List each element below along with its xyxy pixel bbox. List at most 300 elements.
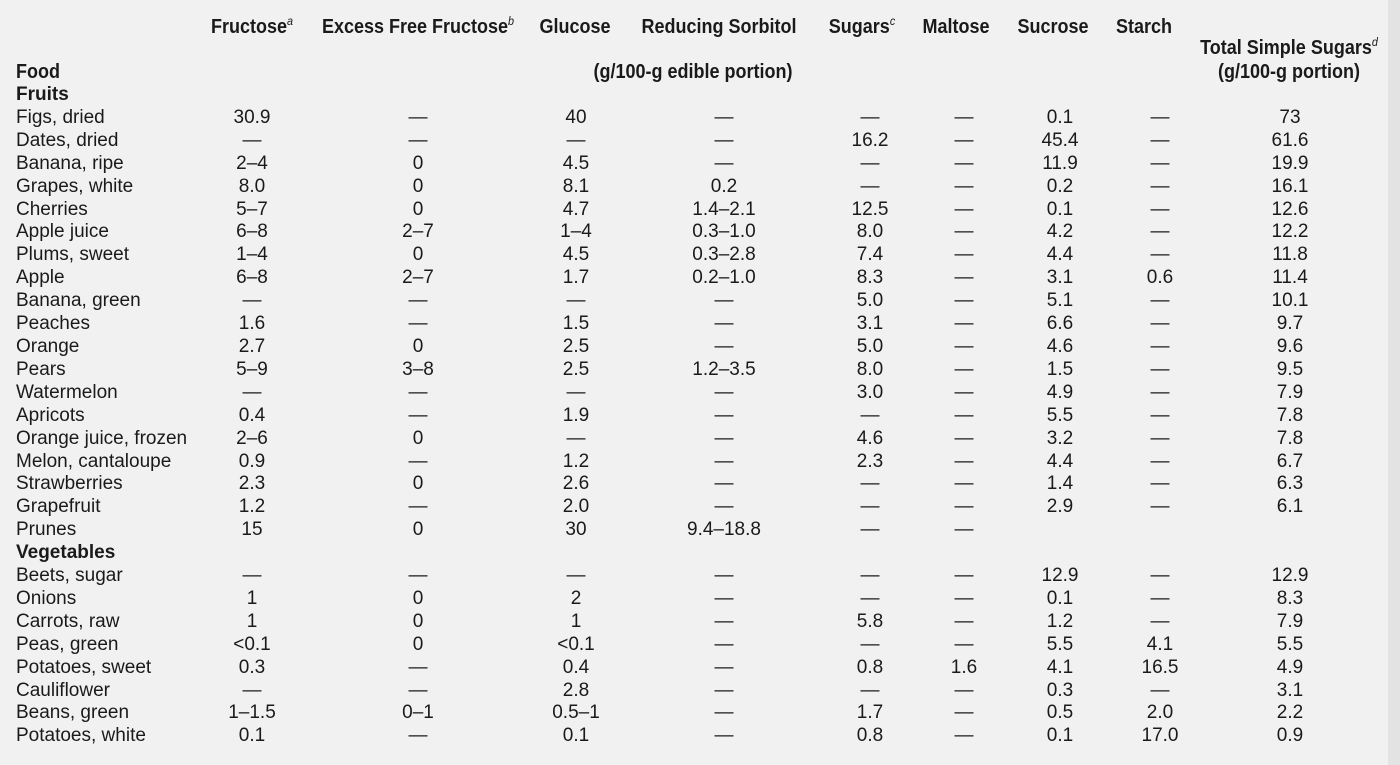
value-cell: 5.8 <box>856 610 884 632</box>
value-cell: 0.4 <box>562 656 590 678</box>
value-cell: 30 <box>565 519 587 541</box>
value-cell: — <box>954 633 974 655</box>
header-sugars: Sugars$^c$ <box>828 14 896 38</box>
value-cell: 0.2 <box>710 175 738 197</box>
value-cell: — <box>408 725 428 747</box>
value-cell: 7.9 <box>1276 381 1304 403</box>
value-cell: — <box>714 129 734 151</box>
value-cell: 2.8 <box>562 679 590 701</box>
value-cell: 0.2 <box>1046 175 1074 197</box>
value-cell: — <box>1150 152 1170 174</box>
value-cell: 0.1 <box>1046 587 1074 609</box>
food-name-cell: Carrots, raw <box>16 610 120 632</box>
value-cell: 1.4–2.1 <box>692 198 756 220</box>
empty-cell <box>832 542 908 565</box>
value-cell: 4.1 <box>1046 656 1074 678</box>
food-name-cell: Apple juice <box>16 221 109 243</box>
table-row <box>0 359 1360 382</box>
food-name-cell: Beans, green <box>16 702 130 724</box>
table-row <box>0 313 1360 336</box>
food-name-cell: Cauliflower <box>16 679 110 701</box>
food-name-cell: Peaches <box>16 313 90 335</box>
value-cell: — <box>408 679 428 701</box>
value-cell: 0.2–1.0 <box>692 267 756 289</box>
value-cell: 0 <box>412 587 424 609</box>
value-cell: 7.8 <box>1276 427 1304 449</box>
value-cell: 8.3 <box>856 267 884 289</box>
value-cell: 0.1 <box>238 725 266 747</box>
value-cell: — <box>242 129 262 151</box>
value-cell: 1 <box>570 610 582 632</box>
value-cell: 2.3 <box>238 473 266 495</box>
value-cell: 5.5 <box>1276 633 1304 655</box>
value-cell: 1.4 <box>1046 473 1074 495</box>
header-excess-free-fructose: Excess Free Fructose$^b$ <box>321 14 515 38</box>
value-cell: 0 <box>412 633 424 655</box>
value-cell: 0 <box>412 473 424 495</box>
food-name-cell: Melon, cantaloupe <box>16 450 172 472</box>
value-cell: — <box>1150 198 1170 220</box>
food-name-cell: Apple <box>16 267 65 289</box>
value-cell: — <box>1150 610 1170 632</box>
value-cell: 2–6 <box>236 427 268 449</box>
value-cell: — <box>954 221 974 243</box>
value-cell: — <box>714 404 734 426</box>
value-cell: — <box>954 519 974 541</box>
section-label: Vegetables <box>16 542 116 564</box>
empty-cell <box>204 84 300 107</box>
value-cell: 0 <box>412 519 424 541</box>
value-cell: 6–8 <box>236 221 268 243</box>
value-cell: 0.4 <box>238 404 266 426</box>
page-edge <box>1388 0 1400 765</box>
value-cell: 5.5 <box>1046 404 1074 426</box>
value-cell: 12.9 <box>1271 565 1309 587</box>
value-cell: 4.5 <box>562 244 590 266</box>
table-row <box>0 680 1360 703</box>
food-name-cell: Onions <box>16 587 77 609</box>
food-name-cell: Grapefruit <box>16 496 101 518</box>
value-cell: 0.1 <box>1046 106 1074 128</box>
value-cell: — <box>566 129 586 151</box>
value-cell: — <box>1150 427 1170 449</box>
section-row <box>0 84 1360 107</box>
value-cell: 3–8 <box>402 358 434 380</box>
table-row <box>0 473 1360 496</box>
footnote-marker-d: d <box>1371 35 1378 49</box>
table-body <box>0 84 1360 748</box>
value-cell: — <box>954 587 974 609</box>
value-cell: 6.6 <box>1046 313 1074 335</box>
value-cell: — <box>408 313 428 335</box>
value-cell: — <box>566 290 586 312</box>
value-cell: 0 <box>412 244 424 266</box>
value-cell: 4.1 <box>1146 633 1174 655</box>
value-cell: 1–4 <box>560 221 592 243</box>
empty-cell <box>300 84 536 107</box>
value-cell: 2.7 <box>238 335 266 357</box>
value-cell: — <box>860 587 880 609</box>
value-cell: 5–7 <box>236 198 268 220</box>
value-cell: 5–9 <box>236 358 268 380</box>
food-name-cell: Banana, ripe <box>16 152 124 174</box>
value-cell: — <box>408 450 428 472</box>
value-cell: 9.4–18.8 <box>687 519 761 541</box>
value-cell: — <box>860 106 880 128</box>
value-cell: 30.9 <box>233 106 271 128</box>
value-cell: 0.5 <box>1046 702 1074 724</box>
value-cell: — <box>714 587 734 609</box>
value-cell: — <box>954 335 974 357</box>
value-cell: 1.7 <box>856 702 884 724</box>
value-cell: 1–4 <box>236 244 268 266</box>
value-cell: — <box>566 565 586 587</box>
value-cell: 7.4 <box>856 244 884 266</box>
food-name-cell: Watermelon <box>16 381 118 403</box>
value-cell: 0 <box>412 198 424 220</box>
header-sucrose: Sucrose <box>1017 16 1089 38</box>
value-cell: 0.3 <box>238 656 266 678</box>
value-cell: 61.6 <box>1271 129 1309 151</box>
value-cell: — <box>408 106 428 128</box>
value-cell: — <box>714 313 734 335</box>
value-cell: — <box>408 496 428 518</box>
value-cell: 0 <box>412 152 424 174</box>
value-cell: — <box>954 496 974 518</box>
table-row <box>0 267 1360 290</box>
value-cell: 6–8 <box>236 267 268 289</box>
value-cell: — <box>860 496 880 518</box>
section-row <box>0 542 1360 565</box>
value-cell: 17.0 <box>1141 725 1179 747</box>
value-cell: 1.6 <box>950 656 978 678</box>
value-cell: 73 <box>1279 106 1301 128</box>
table-row <box>0 565 1360 588</box>
table-row <box>0 290 1360 313</box>
value-cell: — <box>714 427 734 449</box>
value-cell: — <box>954 267 974 289</box>
value-cell: 2.5 <box>562 335 590 357</box>
value-cell: — <box>1150 221 1170 243</box>
empty-cell <box>616 84 832 107</box>
value-cell: — <box>1150 335 1170 357</box>
value-cell: — <box>714 702 734 724</box>
value-cell: 1 <box>246 587 258 609</box>
value-cell: — <box>954 450 974 472</box>
value-cell: 0 <box>412 610 424 632</box>
value-cell: — <box>954 129 974 151</box>
table-row <box>0 451 1360 474</box>
value-cell: — <box>1150 404 1170 426</box>
value-cell: 12.9 <box>1041 565 1079 587</box>
value-cell: — <box>714 610 734 632</box>
food-name-cell: Grapes, white <box>16 175 134 197</box>
table-row <box>0 382 1360 405</box>
value-cell: — <box>954 381 974 403</box>
value-cell: 1.9 <box>562 404 590 426</box>
value-cell: 19.9 <box>1271 152 1309 174</box>
value-cell: — <box>714 656 734 678</box>
value-cell: 0.1 <box>562 725 590 747</box>
value-cell: — <box>714 290 734 312</box>
value-cell: 1.5 <box>1046 358 1074 380</box>
value-cell: 6.3 <box>1276 473 1304 495</box>
value-cell: — <box>714 335 734 357</box>
table-row <box>0 611 1360 634</box>
value-cell: — <box>860 679 880 701</box>
value-cell: 3.0 <box>856 381 884 403</box>
value-cell: 5.5 <box>1046 633 1074 655</box>
value-cell: 2.0 <box>1146 702 1174 724</box>
value-cell: 6.7 <box>1276 450 1304 472</box>
table-row <box>0 634 1360 657</box>
food-name-cell: Orange juice, frozen <box>16 427 188 449</box>
value-cell: 4.9 <box>1276 656 1304 678</box>
value-cell: 2.5 <box>562 358 590 380</box>
table-row <box>0 244 1360 267</box>
value-cell: 9.6 <box>1276 335 1304 357</box>
value-cell: 8.1 <box>562 175 590 197</box>
value-cell: — <box>954 198 974 220</box>
value-cell: 1.2 <box>562 450 590 472</box>
value-cell: — <box>1150 473 1170 495</box>
value-cell: — <box>1150 381 1170 403</box>
food-name-cell: Strawberries <box>16 473 123 495</box>
value-cell: 5.0 <box>856 335 884 357</box>
value-cell: — <box>860 175 880 197</box>
empty-cell <box>616 542 832 565</box>
value-cell: 16.2 <box>851 129 889 151</box>
value-cell: — <box>1150 450 1170 472</box>
food-name-cell: Orange <box>16 335 80 357</box>
value-cell: 9.7 <box>1276 313 1304 335</box>
value-cell: — <box>714 152 734 174</box>
value-cell: — <box>714 473 734 495</box>
value-cell: 2 <box>570 587 582 609</box>
value-cell: 0.8 <box>856 725 884 747</box>
value-cell: 1.2 <box>1046 610 1074 632</box>
value-cell: — <box>954 244 974 266</box>
value-cell: 45.4 <box>1041 129 1079 151</box>
value-cell: — <box>1150 679 1170 701</box>
table-row <box>0 221 1360 244</box>
table-row <box>0 702 1360 725</box>
value-cell: — <box>954 358 974 380</box>
table-row <box>0 428 1360 451</box>
value-cell: — <box>242 565 262 587</box>
table-row <box>0 107 1360 130</box>
empty-cell <box>204 542 300 565</box>
value-cell: 0.8 <box>856 656 884 678</box>
value-cell: 1.6 <box>238 313 266 335</box>
empty-cell <box>1220 84 1360 107</box>
header-glucose: Glucose <box>539 16 611 38</box>
value-cell: 12.2 <box>1271 221 1309 243</box>
food-name-cell: Prunes <box>16 519 77 541</box>
value-cell: 0.1 <box>1046 198 1074 220</box>
value-cell: 5.1 <box>1046 290 1074 312</box>
table-row <box>0 588 1360 611</box>
value-cell: 10.1 <box>1271 290 1309 312</box>
value-cell: 0–1 <box>402 702 434 724</box>
value-cell: 3.1 <box>1046 267 1074 289</box>
value-cell: — <box>566 427 586 449</box>
food-name-cell: Potatoes, sweet <box>16 656 152 678</box>
value-cell: 15 <box>241 519 263 541</box>
value-cell: 4.6 <box>1046 335 1074 357</box>
value-cell: — <box>954 290 974 312</box>
header-reducing-sorbitol: Reducing Sorbitol <box>641 16 797 38</box>
header-food: Food <box>16 61 60 83</box>
value-cell: — <box>860 152 880 174</box>
footnote-marker-a: a <box>287 14 294 28</box>
value-cell: 4.9 <box>1046 381 1074 403</box>
value-cell: — <box>1150 565 1170 587</box>
value-cell: 2–7 <box>402 221 434 243</box>
empty-cell <box>1100 542 1220 565</box>
value-cell: — <box>714 381 734 403</box>
food-name-cell: Banana, green <box>16 290 141 312</box>
header-maltose: Maltose <box>922 16 990 38</box>
value-cell: — <box>566 381 586 403</box>
footnote-marker-c: c <box>889 14 896 28</box>
value-cell: 12.5 <box>851 198 889 220</box>
table-row <box>0 657 1360 680</box>
table-row <box>0 405 1360 428</box>
value-cell: 7.9 <box>1276 610 1304 632</box>
value-cell: — <box>954 175 974 197</box>
value-cell: — <box>408 381 428 403</box>
value-cell: 8.0 <box>238 175 266 197</box>
value-cell: — <box>860 473 880 495</box>
table-row <box>0 336 1360 359</box>
value-cell: — <box>714 679 734 701</box>
value-cell: — <box>242 679 262 701</box>
value-cell: — <box>242 290 262 312</box>
value-cell: — <box>1150 496 1170 518</box>
value-cell: 0.3–2.8 <box>692 244 756 266</box>
value-cell: 2.3 <box>856 450 884 472</box>
section-label: Fruits <box>16 84 69 105</box>
value-cell: — <box>408 656 428 678</box>
value-cell: 1.2 <box>238 496 266 518</box>
value-cell: — <box>954 610 974 632</box>
value-cell: 40 <box>565 106 587 128</box>
value-cell <box>1220 519 1360 542</box>
value-cell: 2–4 <box>236 152 268 174</box>
table-row <box>0 519 1360 542</box>
table-row <box>0 176 1360 199</box>
value-cell: — <box>954 725 974 747</box>
food-name-cell: Pears <box>16 358 66 380</box>
value-cell: 16.5 <box>1141 656 1179 678</box>
header-total-unit: (g/100-g portion) <box>1217 61 1360 83</box>
value-cell: 0 <box>412 335 424 357</box>
value-cell: — <box>408 404 428 426</box>
food-name-cell: Peas, green <box>16 633 119 655</box>
value-cell: — <box>954 679 974 701</box>
value-cell: 16.1 <box>1271 175 1309 197</box>
value-cell: — <box>408 290 428 312</box>
value-cell: — <box>954 427 974 449</box>
value-cell: 11.4 <box>1272 267 1308 289</box>
value-cell: — <box>714 725 734 747</box>
value-cell: 0.6 <box>1146 267 1174 289</box>
header-starch: Starch <box>1115 16 1173 38</box>
value-cell <box>1020 519 1100 542</box>
value-cell: 0.5–1 <box>552 702 600 724</box>
empty-cell <box>300 542 536 565</box>
value-cell: 2.6 <box>562 473 590 495</box>
value-cell: — <box>714 565 734 587</box>
empty-cell <box>908 84 1020 107</box>
table-row <box>0 199 1360 222</box>
value-cell: 5.0 <box>856 290 884 312</box>
value-cell <box>1100 519 1220 542</box>
value-cell: — <box>1150 587 1170 609</box>
value-cell: 0.1 <box>1046 725 1074 747</box>
value-cell: 3.1 <box>856 313 884 335</box>
value-cell: 4.6 <box>856 427 884 449</box>
food-name-cell: Dates, dried <box>16 129 119 151</box>
food-name-cell: Beets, sugar <box>16 565 123 587</box>
empty-cell <box>536 84 616 107</box>
value-cell: 1 <box>246 610 258 632</box>
value-cell: 0.3–1.0 <box>692 221 756 243</box>
value-cell: 6.1 <box>1276 496 1304 518</box>
value-cell: 1.7 <box>562 267 590 289</box>
value-cell: — <box>1150 106 1170 128</box>
value-cell: — <box>954 473 974 495</box>
value-cell: 4.2 <box>1046 221 1074 243</box>
value-cell: 7.8 <box>1276 404 1304 426</box>
value-cell: 8.3 <box>1276 587 1304 609</box>
value-cell: 3.1 <box>1276 679 1304 701</box>
value-cell: — <box>1150 290 1170 312</box>
value-cell: 8.0 <box>856 358 884 380</box>
empty-cell <box>1020 84 1100 107</box>
value-cell: — <box>714 106 734 128</box>
value-cell: 2.9 <box>1046 496 1074 518</box>
value-cell: — <box>860 633 880 655</box>
table-row <box>0 496 1360 519</box>
value-cell: 8.0 <box>856 221 884 243</box>
sugar-content-table <box>0 84 1360 748</box>
food-name-cell: Apricots <box>16 404 85 426</box>
table-row <box>0 130 1360 153</box>
header-fructose: Fructose$^a$ <box>210 14 294 38</box>
value-cell: 0 <box>412 175 424 197</box>
value-cell: — <box>954 106 974 128</box>
value-cell: 1.2–3.5 <box>692 358 756 380</box>
value-cell: — <box>860 565 880 587</box>
value-cell: — <box>954 152 974 174</box>
value-cell: — <box>954 313 974 335</box>
value-cell: 4.7 <box>562 198 590 220</box>
value-cell: 3.2 <box>1046 427 1074 449</box>
value-cell: 0.9 <box>238 450 266 472</box>
value-cell: 4.5 <box>562 152 590 174</box>
empty-cell <box>1020 542 1100 565</box>
footnote-marker-b: b <box>508 14 515 28</box>
table-row <box>0 153 1360 176</box>
value-cell: 11.9 <box>1042 152 1078 174</box>
value-cell: — <box>408 565 428 587</box>
food-name-cell: Potatoes, white <box>16 725 146 747</box>
value-cell: 1.5 <box>562 313 590 335</box>
empty-cell <box>1100 84 1220 107</box>
value-cell: 4.4 <box>1046 244 1074 266</box>
